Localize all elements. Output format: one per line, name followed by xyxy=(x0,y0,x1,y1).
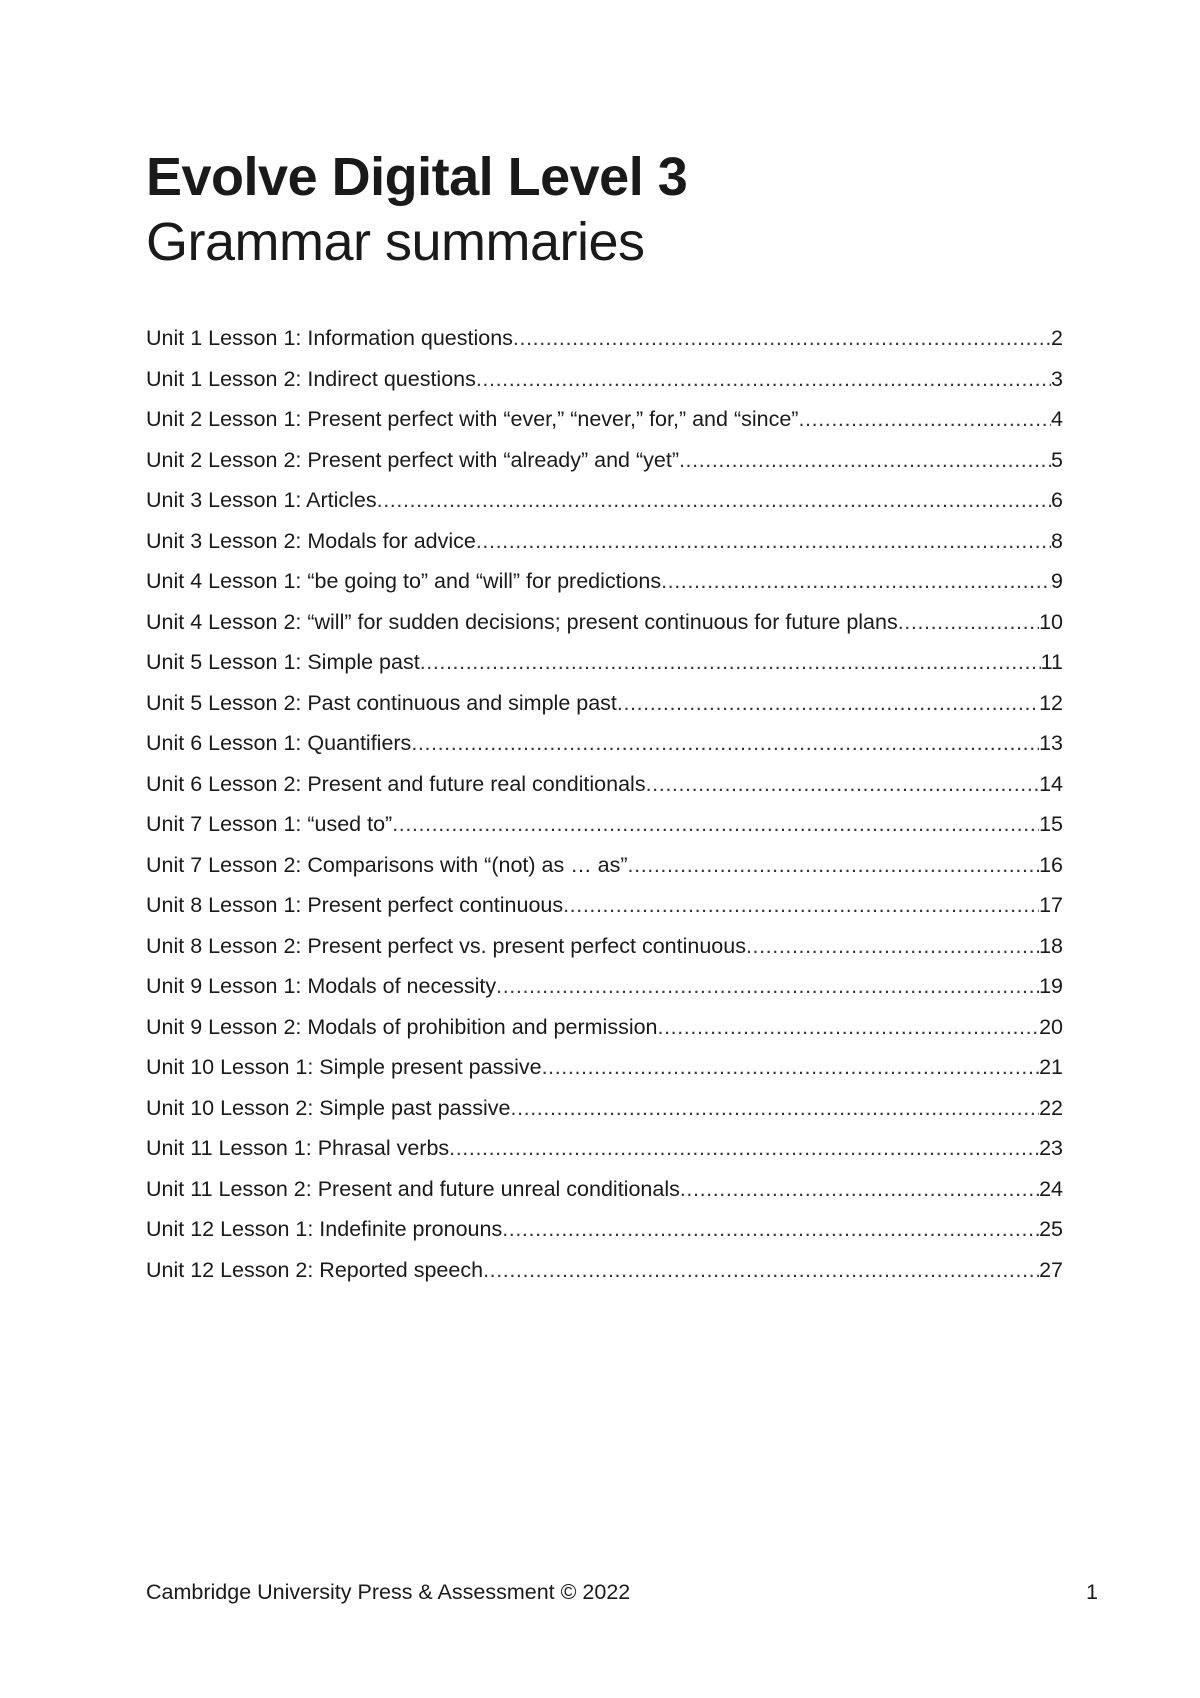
toc-entry-page-number: 16 xyxy=(1039,852,1063,877)
toc-entry-title: Unit 11 Lesson 1: Phrasal verbs xyxy=(146,1136,450,1160)
toc-entry-page-number: 19 xyxy=(1039,974,1063,998)
document-title: Evolve Digital Level 3 xyxy=(146,147,688,207)
toc-entry-title: Unit 4 Lesson 2: “will” for sudden decisions; present continuous for future plans xyxy=(146,609,898,634)
toc-entry[interactable] xyxy=(146,845,1063,886)
toc-entry-page-number: 8 xyxy=(1051,528,1063,553)
toc-entry-title: Unit 6 Lesson 1: Quantifiers xyxy=(146,731,412,755)
toc-dot-leader xyxy=(511,1088,1040,1128)
toc-entry-title: Unit 10 Lesson 1: Simple present passive xyxy=(146,1055,542,1079)
toc-entry-title: Unit 12 Lesson 1: Indefinite pronouns xyxy=(146,1217,503,1241)
toc-entry[interactable] xyxy=(146,480,1063,521)
toc-dot-leader xyxy=(411,723,1039,763)
toc-entry[interactable] xyxy=(146,1088,1063,1129)
toc-entry[interactable] xyxy=(146,642,1063,683)
toc-entry[interactable] xyxy=(146,521,1063,562)
toc-entry-title: Unit 12 Lesson 2: Reported speech xyxy=(146,1257,484,1282)
toc-entry[interactable] xyxy=(146,440,1063,481)
toc-entry[interactable] xyxy=(146,966,1063,1007)
toc-dot-leader xyxy=(449,1128,1039,1168)
toc-dot-leader xyxy=(658,1007,1040,1047)
toc-entry[interactable] xyxy=(146,602,1063,643)
toc-entry[interactable] xyxy=(146,764,1063,805)
toc-entry-title: Unit 3 Lesson 2: Modals for advice xyxy=(146,528,476,553)
toc-entry-title: Unit 10 Lesson 2: Simple past passive xyxy=(146,1095,511,1120)
toc-entry[interactable] xyxy=(146,1047,1063,1088)
toc-entry-title: Unit 2 Lesson 1: Present perfect with “ever,” “never,” for,” and “since” xyxy=(146,407,799,431)
toc-entry-title: Unit 11 Lesson 2: Present and future unreal conditionals xyxy=(146,1176,680,1201)
toc-entry-page-number: 27 xyxy=(1039,1257,1063,1282)
toc-dot-leader xyxy=(476,521,1051,561)
toc-entry-title: Unit 8 Lesson 2: Present perfect vs. present perfect continuous xyxy=(146,933,746,958)
toc-dot-leader xyxy=(513,318,1051,358)
toc-entry-title: Unit 1 Lesson 2: Indirect questions xyxy=(146,366,476,391)
toc-entry[interactable] xyxy=(146,359,1063,400)
toc-entry-page-number: 4 xyxy=(1051,407,1063,431)
toc-entry-page-number: 6 xyxy=(1051,488,1063,512)
toc-entry[interactable] xyxy=(146,399,1063,440)
toc-dot-leader xyxy=(392,804,1039,844)
toc-entry-page-number: 12 xyxy=(1039,690,1063,715)
toc-dot-leader xyxy=(483,1250,1039,1290)
toc-entry-page-number: 11 xyxy=(1040,650,1063,674)
toc-dot-leader xyxy=(628,845,1040,885)
toc-entry-title: Unit 8 Lesson 1: Present perfect continuous xyxy=(146,893,564,917)
toc-entry-title: Unit 3 Lesson 1: Articles xyxy=(146,488,377,512)
toc-entry-title: Unit 5 Lesson 2: Past continuous and simple past xyxy=(146,690,617,715)
toc-entry-title: Unit 7 Lesson 1: “used to” xyxy=(146,812,393,836)
toc-entry[interactable] xyxy=(146,1209,1063,1250)
toc-entry-title: Unit 2 Lesson 2: Present perfect with “already” and “yet” xyxy=(146,447,679,472)
toc-entry-title: Unit 6 Lesson 2: Present and future real conditionals xyxy=(146,771,646,796)
toc-entry[interactable] xyxy=(146,1169,1063,1210)
toc-dot-leader xyxy=(661,561,1051,601)
toc-entry-title: Unit 4 Lesson 1: “be going to” and “will” for predictions xyxy=(146,569,662,593)
toc-entry-page-number: 15 xyxy=(1039,812,1063,836)
toc-dot-leader xyxy=(377,480,1051,520)
toc-entry-page-number: 20 xyxy=(1039,1014,1063,1039)
toc-entry-title: Unit 5 Lesson 1: Simple past xyxy=(146,650,420,674)
toc-entry-page-number: 18 xyxy=(1039,933,1063,958)
toc-entry-page-number: 23 xyxy=(1039,1136,1063,1160)
toc-dot-leader xyxy=(646,764,1039,804)
toc-dot-leader xyxy=(502,1209,1039,1249)
toc-entry[interactable] xyxy=(146,683,1063,724)
toc-dot-leader xyxy=(563,885,1039,925)
toc-dot-leader xyxy=(680,1169,1039,1209)
toc-entry[interactable] xyxy=(146,926,1063,967)
toc-entry-title: Unit 9 Lesson 2: Modals of prohibition and permission xyxy=(146,1014,658,1039)
toc-entry[interactable] xyxy=(146,804,1063,845)
toc-entry-page-number: 22 xyxy=(1039,1095,1063,1120)
toc-entry-page-number: 10 xyxy=(1039,609,1063,634)
toc-entry-page-number: 3 xyxy=(1051,366,1063,391)
toc-dot-leader xyxy=(496,966,1039,1006)
toc-dot-leader xyxy=(898,602,1039,642)
toc-dot-leader xyxy=(420,642,1041,682)
toc-entry[interactable] xyxy=(146,885,1063,926)
toc-dot-leader xyxy=(542,1047,1040,1087)
toc-entry[interactable] xyxy=(146,723,1063,764)
toc-entry[interactable] xyxy=(146,1007,1063,1048)
toc-entry-page-number: 24 xyxy=(1039,1176,1063,1201)
toc-entry[interactable] xyxy=(146,1128,1063,1169)
toc-entry-page-number: 14 xyxy=(1039,771,1063,796)
toc-dot-leader xyxy=(798,399,1051,439)
toc-dot-leader xyxy=(617,683,1039,723)
document-subtitle: Grammar summaries xyxy=(146,212,645,272)
toc-entry-page-number: 21 xyxy=(1039,1055,1063,1079)
toc-entry-page-number: 2 xyxy=(1051,326,1063,350)
toc-dot-leader xyxy=(679,440,1051,480)
toc-entry-title: Unit 9 Lesson 1: Modals of necessity xyxy=(146,974,497,998)
toc-entry-title: Unit 7 Lesson 2: Comparisons with “(not) as … as” xyxy=(146,852,628,877)
toc-entry-page-number: 9 xyxy=(1051,569,1063,593)
table-of-contents xyxy=(146,318,1063,1290)
toc-entry[interactable] xyxy=(146,318,1063,359)
toc-dot-leader xyxy=(476,359,1051,399)
toc-entry-page-number: 17 xyxy=(1039,893,1063,917)
toc-entry-page-number: 13 xyxy=(1039,731,1063,755)
toc-dot-leader xyxy=(746,926,1039,966)
toc-entry-page-number: 25 xyxy=(1039,1217,1063,1241)
toc-entry[interactable] xyxy=(146,561,1063,602)
toc-entry-page-number: 5 xyxy=(1051,447,1063,472)
toc-entry[interactable] xyxy=(146,1250,1063,1291)
footer-page-number: 1 xyxy=(1086,1580,1098,1604)
footer-copyright: Cambridge University Press & Assessment © 2022 xyxy=(146,1580,631,1604)
toc-entry-title: Unit 1 Lesson 1: Information questions xyxy=(146,326,513,350)
